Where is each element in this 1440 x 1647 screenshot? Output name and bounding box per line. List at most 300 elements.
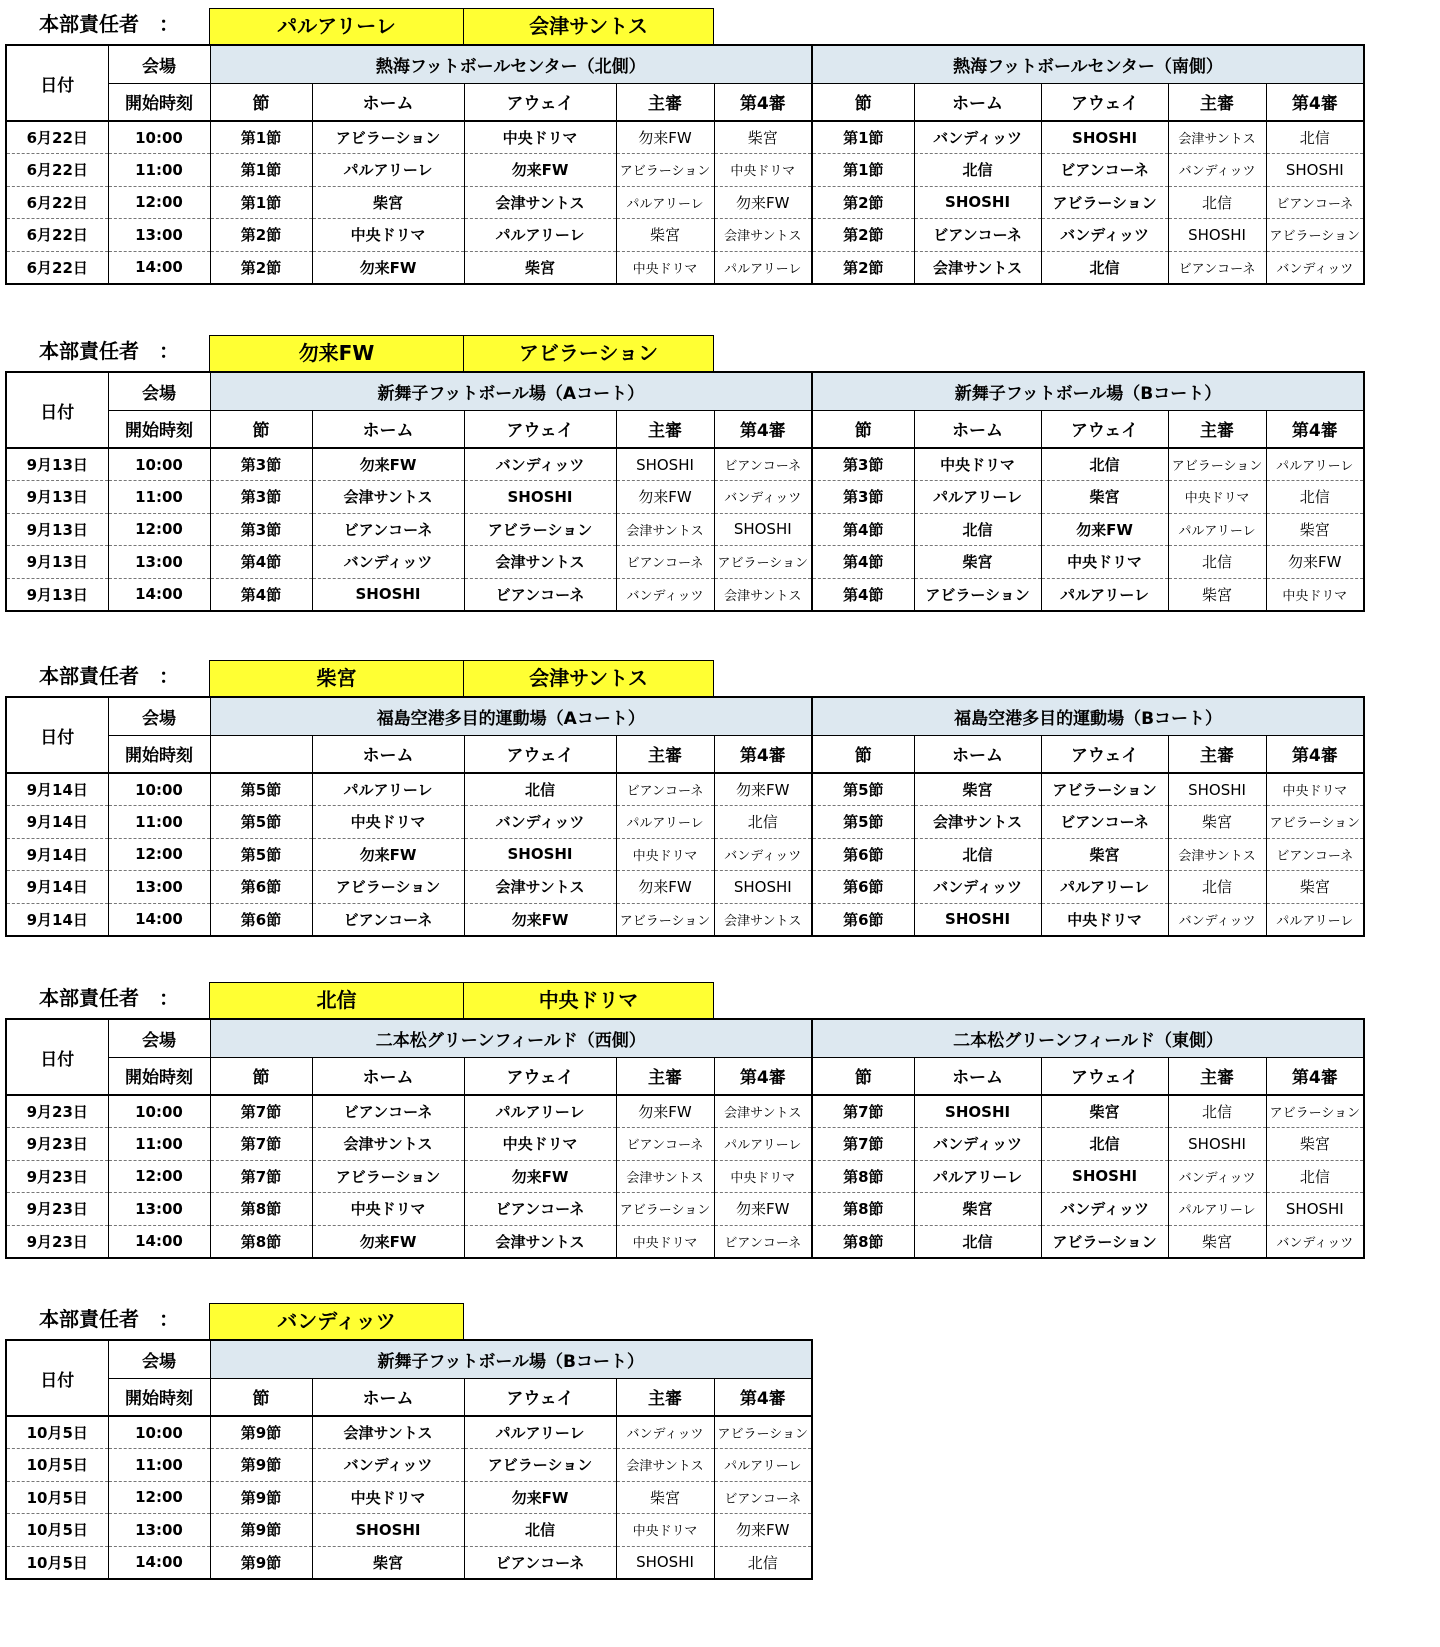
fourth-official-cell: ビアンコーネ xyxy=(1266,186,1364,219)
table-row xyxy=(6,121,1364,154)
responsible-row xyxy=(5,332,1363,371)
home-team-cell: 柴宮 xyxy=(914,546,1041,579)
schedule-table xyxy=(5,44,1365,285)
away-team-cell: 北信 xyxy=(1041,448,1168,481)
fourth-official-cell: 中央ドリマ xyxy=(1266,578,1364,611)
away-header: アウェイ xyxy=(1041,1057,1168,1095)
home-team-cell: アビラーション xyxy=(914,578,1041,611)
responsible-label: 本部責任者 ： xyxy=(39,664,179,688)
home-team-cell: SHOSHI xyxy=(914,903,1041,936)
away-team-cell: パルアリーレ xyxy=(464,219,616,252)
date-cell: 9月23日 xyxy=(6,1160,108,1193)
referee-cell: 会津サントス xyxy=(616,1449,714,1482)
away-team-cell: バンディッツ xyxy=(1041,219,1168,252)
referee-cell: バンディッツ xyxy=(1168,154,1266,187)
table-row xyxy=(6,546,1364,579)
table-row xyxy=(6,1449,812,1482)
home-team-cell: パルアリーレ xyxy=(312,154,464,187)
table-row xyxy=(6,219,1364,252)
away-header: アウェイ xyxy=(464,410,616,448)
away-team-cell: 北信 xyxy=(464,773,616,806)
responsible-team: 会津サントス xyxy=(463,8,714,44)
fourth-official-cell: パルアリーレ xyxy=(714,1449,812,1482)
section-cell: 第8節 xyxy=(210,1225,312,1258)
referee-cell: 柴宮 xyxy=(616,219,714,252)
fourth-official-header: 第4審 xyxy=(1266,410,1364,448)
away-header: アウェイ xyxy=(1041,735,1168,773)
home-team-cell: 中央ドリマ xyxy=(914,448,1041,481)
table-row xyxy=(6,1546,812,1579)
responsible-team: アビラーション xyxy=(463,335,714,371)
home-team-cell: 勿来FW xyxy=(312,448,464,481)
venue-label: 会場 xyxy=(108,697,210,735)
fourth-official-cell: 柴宮 xyxy=(1266,513,1364,546)
referee-cell: 会津サントス xyxy=(616,1160,714,1193)
section-cell: 第8節 xyxy=(812,1193,914,1226)
fourth-official-cell: アビラーション xyxy=(1266,806,1364,839)
fourth-official-cell: アビラーション xyxy=(1266,1095,1364,1128)
fourth-official-cell: パルアリーレ xyxy=(1266,903,1364,936)
schedule-block xyxy=(5,657,1365,937)
section-cell: 第2節 xyxy=(812,219,914,252)
venue-name: 新舞子フットボール場（Bコート） xyxy=(812,372,1364,410)
section-cell: 第7節 xyxy=(210,1128,312,1161)
venue-header-row xyxy=(6,697,1364,735)
start-time-header: 開始時刻 xyxy=(108,735,210,773)
away-team-cell: ビアンコーネ xyxy=(1041,806,1168,839)
section-cell: 第3節 xyxy=(210,481,312,514)
referee-cell: アビラーション xyxy=(616,903,714,936)
fourth-official-cell: 中央ドリマ xyxy=(714,1160,812,1193)
schedule-block xyxy=(5,332,1365,612)
section-cell: 第2節 xyxy=(210,219,312,252)
date-cell: 10月5日 xyxy=(6,1481,108,1514)
date-cell: 9月14日 xyxy=(6,773,108,806)
referee-cell: アビラーション xyxy=(616,154,714,187)
date-header: 日付 xyxy=(6,45,108,121)
date-cell: 9月23日 xyxy=(6,1095,108,1128)
section-cell: 第4節 xyxy=(210,578,312,611)
fourth-official-cell: SHOSHI xyxy=(714,513,812,546)
section-cell: 第3節 xyxy=(812,448,914,481)
time-cell: 11:00 xyxy=(108,154,210,187)
referee-cell: ビアンコーネ xyxy=(616,546,714,579)
table-row xyxy=(6,1193,1364,1226)
referee-cell: 勿来FW xyxy=(616,121,714,154)
home-team-cell: 会津サントス xyxy=(914,251,1041,284)
time-cell: 12:00 xyxy=(108,1481,210,1514)
referee-header: 主審 xyxy=(1168,1057,1266,1095)
away-team-cell: 勿来FW xyxy=(464,903,616,936)
home-team-cell: 中央ドリマ xyxy=(312,806,464,839)
section-cell: 第6節 xyxy=(812,871,914,904)
time-cell: 14:00 xyxy=(108,1225,210,1258)
section-cell: 第7節 xyxy=(210,1160,312,1193)
section-header xyxy=(210,735,312,773)
venue-label: 会場 xyxy=(108,1019,210,1057)
referee-cell: 会津サントス xyxy=(1168,121,1266,154)
column-header-row xyxy=(6,410,1364,448)
referee-cell: 中央ドリマ xyxy=(616,838,714,871)
fourth-official-cell: 会津サントス xyxy=(714,578,812,611)
date-cell: 9月13日 xyxy=(6,546,108,579)
section-cell: 第1節 xyxy=(812,121,914,154)
away-team-cell: 勿来FW xyxy=(464,154,616,187)
date-cell: 9月13日 xyxy=(6,578,108,611)
responsible-row xyxy=(5,979,1363,1018)
date-cell: 9月23日 xyxy=(6,1128,108,1161)
home-team-cell: 柴宮 xyxy=(312,1546,464,1579)
venue-header-row xyxy=(6,372,1364,410)
referee-header: 主審 xyxy=(616,410,714,448)
away-team-cell: ビアンコーネ xyxy=(464,578,616,611)
fourth-official-header: 第4審 xyxy=(714,735,812,773)
referee-cell: ビアンコーネ xyxy=(616,773,714,806)
date-cell: 6月22日 xyxy=(6,219,108,252)
away-team-cell: 会津サントス xyxy=(464,871,616,904)
home-team-cell: 中央ドリマ xyxy=(312,219,464,252)
section-header: 節 xyxy=(812,83,914,121)
home-header: ホーム xyxy=(312,1057,464,1095)
home-team-cell: 北信 xyxy=(914,154,1041,187)
date-cell: 9月14日 xyxy=(6,871,108,904)
time-cell: 10:00 xyxy=(108,1095,210,1128)
date-cell: 9月13日 xyxy=(6,513,108,546)
schedule-table xyxy=(5,1339,813,1580)
home-team-cell: バンディッツ xyxy=(914,1128,1041,1161)
responsible-team: 会津サントス xyxy=(463,660,714,696)
start-time-header: 開始時刻 xyxy=(108,1378,210,1416)
section-cell: 第1節 xyxy=(210,186,312,219)
time-cell: 10:00 xyxy=(108,773,210,806)
away-header: アウェイ xyxy=(464,83,616,121)
time-cell: 14:00 xyxy=(108,578,210,611)
away-team-cell: SHOSHI xyxy=(1041,1160,1168,1193)
date-cell: 9月23日 xyxy=(6,1193,108,1226)
away-team-cell: 会津サントス xyxy=(464,186,616,219)
time-cell: 10:00 xyxy=(108,1416,210,1449)
section-header: 節 xyxy=(812,735,914,773)
section-cell: 第5節 xyxy=(812,773,914,806)
responsible-label: 本部責任者 ： xyxy=(39,12,179,36)
home-team-cell: SHOSHI xyxy=(914,186,1041,219)
home-header: ホーム xyxy=(312,410,464,448)
referee-cell: 会津サントス xyxy=(616,513,714,546)
responsible-team: 柴宮 xyxy=(209,660,464,696)
venue-header-row xyxy=(6,45,1364,83)
home-team-cell: 勿来FW xyxy=(312,1225,464,1258)
away-team-cell: アビラーション xyxy=(1041,1225,1168,1258)
date-header: 日付 xyxy=(6,372,108,448)
table-row xyxy=(6,513,1364,546)
section-cell: 第6節 xyxy=(812,903,914,936)
referee-cell: 勿来FW xyxy=(616,1095,714,1128)
time-cell: 14:00 xyxy=(108,1546,210,1579)
home-team-cell: ビアンコーネ xyxy=(914,219,1041,252)
referee-header: 主審 xyxy=(1168,83,1266,121)
date-cell: 10月5日 xyxy=(6,1416,108,1449)
time-cell: 10:00 xyxy=(108,121,210,154)
fourth-official-header: 第4審 xyxy=(714,1057,812,1095)
referee-cell: バンディッツ xyxy=(1168,1160,1266,1193)
date-cell: 10月5日 xyxy=(6,1514,108,1547)
referee-header: 主審 xyxy=(1168,410,1266,448)
away-team-cell: SHOSHI xyxy=(464,481,616,514)
referee-cell: パルアリーレ xyxy=(616,186,714,219)
fourth-official-cell: ビアンコーネ xyxy=(714,1481,812,1514)
fourth-official-cell: 北信 xyxy=(1266,1160,1364,1193)
referee-cell: パルアリーレ xyxy=(1168,513,1266,546)
away-team-cell: パルアリーレ xyxy=(1041,871,1168,904)
fourth-official-header: 第4審 xyxy=(1266,83,1364,121)
date-cell: 10月5日 xyxy=(6,1546,108,1579)
date-cell: 9月13日 xyxy=(6,448,108,481)
section-cell: 第9節 xyxy=(210,1514,312,1547)
away-team-cell: 中央ドリマ xyxy=(1041,903,1168,936)
home-team-cell: パルアリーレ xyxy=(914,481,1041,514)
section-cell: 第4節 xyxy=(812,546,914,579)
home-team-cell: 会津サントス xyxy=(312,1128,464,1161)
table-row xyxy=(6,1225,1364,1258)
home-team-cell: 柴宮 xyxy=(914,1193,1041,1226)
venue-name: 熱海フットボールセンター（北側） xyxy=(210,45,812,83)
referee-cell: パルアリーレ xyxy=(1168,1193,1266,1226)
home-team-cell: 柴宮 xyxy=(312,186,464,219)
start-time-header: 開始時刻 xyxy=(108,83,210,121)
table-row xyxy=(6,154,1364,187)
section-cell: 第8節 xyxy=(812,1225,914,1258)
away-team-cell: ビアンコーネ xyxy=(1041,154,1168,187)
table-row xyxy=(6,903,1364,936)
venue-label: 会場 xyxy=(108,45,210,83)
home-team-cell: ビアンコーネ xyxy=(312,1095,464,1128)
section-cell: 第8節 xyxy=(210,1193,312,1226)
section-cell: 第6節 xyxy=(210,903,312,936)
section-cell: 第9節 xyxy=(210,1449,312,1482)
responsible-label: 本部責任者 ： xyxy=(39,1307,179,1331)
away-team-cell: 北信 xyxy=(464,1514,616,1547)
table-row xyxy=(6,1514,812,1547)
home-team-cell: 中央ドリマ xyxy=(312,1481,464,1514)
away-team-cell: 勿来FW xyxy=(464,1481,616,1514)
fourth-official-cell: 北信 xyxy=(1266,121,1364,154)
section-cell: 第1節 xyxy=(812,154,914,187)
responsible-team: パルアリーレ xyxy=(209,8,464,44)
fourth-official-cell: バンディッツ xyxy=(1266,251,1364,284)
section-cell: 第4節 xyxy=(812,578,914,611)
start-time-header: 開始時刻 xyxy=(108,410,210,448)
referee-header: 主審 xyxy=(1168,735,1266,773)
away-header: アウェイ xyxy=(464,1378,616,1416)
home-team-cell: 北信 xyxy=(914,1225,1041,1258)
fourth-official-cell: SHOSHI xyxy=(1266,154,1364,187)
fourth-official-cell: 会津サントス xyxy=(714,1095,812,1128)
table-row xyxy=(6,1481,812,1514)
fourth-official-cell: SHOSHI xyxy=(714,871,812,904)
fourth-official-cell: ビアンコーネ xyxy=(714,448,812,481)
away-team-cell: 柴宮 xyxy=(1041,838,1168,871)
date-cell: 9月14日 xyxy=(6,903,108,936)
away-team-cell: 中央ドリマ xyxy=(464,1128,616,1161)
away-team-cell: アビラーション xyxy=(464,1449,616,1482)
fourth-official-cell: 勿来FW xyxy=(714,773,812,806)
table-row xyxy=(6,1128,1364,1161)
date-header: 日付 xyxy=(6,1340,108,1416)
section-cell: 第5節 xyxy=(210,838,312,871)
table-row xyxy=(6,578,1364,611)
home-team-cell: バンディッツ xyxy=(914,871,1041,904)
away-team-cell: ビアンコーネ xyxy=(464,1546,616,1579)
fourth-official-cell: アビラーション xyxy=(714,546,812,579)
fourth-official-cell: アビラーション xyxy=(714,1416,812,1449)
schedule-block xyxy=(5,979,1365,1259)
date-cell: 9月14日 xyxy=(6,838,108,871)
time-cell: 11:00 xyxy=(108,806,210,839)
time-cell: 11:00 xyxy=(108,1449,210,1482)
table-row xyxy=(6,871,1364,904)
away-team-cell: 中央ドリマ xyxy=(1041,546,1168,579)
referee-cell: 柴宮 xyxy=(1168,578,1266,611)
date-header: 日付 xyxy=(6,697,108,773)
time-cell: 12:00 xyxy=(108,1160,210,1193)
fourth-official-header: 第4審 xyxy=(1266,735,1364,773)
referee-cell: ビアンコーネ xyxy=(1168,251,1266,284)
fourth-official-cell: 北信 xyxy=(714,1546,812,1579)
home-team-cell: バンディッツ xyxy=(312,546,464,579)
fourth-official-cell: 中央ドリマ xyxy=(1266,773,1364,806)
schedule-table xyxy=(5,1018,1365,1259)
fourth-official-cell: 柴宮 xyxy=(714,121,812,154)
referee-cell: 中央ドリマ xyxy=(1168,481,1266,514)
responsible-team: バンディッツ xyxy=(209,1303,464,1339)
venue-name: 新舞子フットボール場（Aコート） xyxy=(210,372,812,410)
fourth-official-cell: 会津サントス xyxy=(714,903,812,936)
home-team-cell: 会津サントス xyxy=(312,1416,464,1449)
date-cell: 6月22日 xyxy=(6,186,108,219)
responsible-row xyxy=(5,1300,810,1339)
referee-cell: アビラーション xyxy=(1168,448,1266,481)
venue-label: 会場 xyxy=(108,372,210,410)
home-header: ホーム xyxy=(312,83,464,121)
fourth-official-header: 第4審 xyxy=(714,410,812,448)
home-header: ホーム xyxy=(914,735,1041,773)
time-cell: 12:00 xyxy=(108,513,210,546)
column-header-row xyxy=(6,1057,1364,1095)
home-team-cell: ビアンコーネ xyxy=(312,513,464,546)
home-team-cell: 会津サントス xyxy=(914,806,1041,839)
fourth-official-header: 第4審 xyxy=(1266,1057,1364,1095)
referee-cell: SHOSHI xyxy=(616,1546,714,1579)
time-cell: 10:00 xyxy=(108,448,210,481)
fourth-official-header: 第4審 xyxy=(714,1378,812,1416)
time-cell: 13:00 xyxy=(108,871,210,904)
home-team-cell: バンディッツ xyxy=(312,1449,464,1482)
time-cell: 14:00 xyxy=(108,251,210,284)
home-team-cell: SHOSHI xyxy=(312,1514,464,1547)
referee-cell: 中央ドリマ xyxy=(616,251,714,284)
time-cell: 12:00 xyxy=(108,186,210,219)
section-header: 節 xyxy=(812,1057,914,1095)
away-team-cell: バンディッツ xyxy=(1041,1193,1168,1226)
referee-header: 主審 xyxy=(616,1057,714,1095)
date-cell: 10月5日 xyxy=(6,1449,108,1482)
home-team-cell: SHOSHI xyxy=(312,578,464,611)
section-cell: 第4節 xyxy=(812,513,914,546)
away-team-cell: 北信 xyxy=(1041,1128,1168,1161)
fourth-official-cell: ビアンコーネ xyxy=(1266,838,1364,871)
responsible-team: 勿来FW xyxy=(209,335,464,371)
home-header: ホーム xyxy=(312,1378,464,1416)
schedule-block xyxy=(5,5,1365,285)
section-cell: 第9節 xyxy=(210,1546,312,1579)
referee-cell: ビアンコーネ xyxy=(616,1128,714,1161)
fourth-official-cell: 勿来FW xyxy=(1266,546,1364,579)
time-cell: 11:00 xyxy=(108,1128,210,1161)
referee-cell: 勿来FW xyxy=(616,871,714,904)
home-team-cell: 会津サントス xyxy=(312,481,464,514)
section-header: 節 xyxy=(210,410,312,448)
time-cell: 13:00 xyxy=(108,1193,210,1226)
venue-header-row xyxy=(6,1340,812,1378)
section-cell: 第3節 xyxy=(210,448,312,481)
column-header-row xyxy=(6,735,1364,773)
table-row xyxy=(6,448,1364,481)
away-team-cell: パルアリーレ xyxy=(1041,578,1168,611)
section-cell: 第5節 xyxy=(210,773,312,806)
away-team-cell: バンディッツ xyxy=(464,806,616,839)
home-team-cell: ビアンコーネ xyxy=(312,903,464,936)
section-cell: 第1節 xyxy=(210,154,312,187)
section-cell: 第7節 xyxy=(210,1095,312,1128)
start-time-header: 開始時刻 xyxy=(108,1057,210,1095)
responsible-label: 本部責任者 ： xyxy=(39,339,179,363)
fourth-official-cell: 勿来FW xyxy=(714,186,812,219)
home-team-cell: アビラーション xyxy=(312,871,464,904)
referee-cell: バンディッツ xyxy=(616,578,714,611)
home-team-cell: バンディッツ xyxy=(914,121,1041,154)
fourth-official-cell: バンディッツ xyxy=(1266,1225,1364,1258)
away-header: アウェイ xyxy=(1041,83,1168,121)
schedule-table xyxy=(5,371,1365,612)
table-row xyxy=(6,1416,812,1449)
away-team-cell: 勿来FW xyxy=(464,1160,616,1193)
home-team-cell: SHOSHI xyxy=(914,1095,1041,1128)
time-cell: 14:00 xyxy=(108,903,210,936)
section-header: 節 xyxy=(210,1057,312,1095)
section-cell: 第3節 xyxy=(812,481,914,514)
section-cell: 第2節 xyxy=(812,186,914,219)
home-team-cell: アビラーション xyxy=(312,1160,464,1193)
fourth-official-cell: 北信 xyxy=(1266,481,1364,514)
date-header: 日付 xyxy=(6,1019,108,1095)
fourth-official-cell: ビアンコーネ xyxy=(714,1225,812,1258)
schedule-table xyxy=(5,696,1365,937)
fourth-official-cell: 勿来FW xyxy=(714,1193,812,1226)
responsible-team: 北信 xyxy=(209,982,464,1018)
responsible-row xyxy=(5,5,1363,44)
home-team-cell: 北信 xyxy=(914,838,1041,871)
table-row xyxy=(6,838,1364,871)
fourth-official-cell: アビラーション xyxy=(1266,219,1364,252)
section-cell: 第5節 xyxy=(210,806,312,839)
section-cell: 第3節 xyxy=(210,513,312,546)
responsible-team: 中央ドリマ xyxy=(463,982,714,1018)
referee-cell: 北信 xyxy=(1168,871,1266,904)
section-cell: 第8節 xyxy=(812,1160,914,1193)
responsible-label: 本部責任者 ： xyxy=(39,986,179,1010)
away-team-cell: 会津サントス xyxy=(464,546,616,579)
away-team-cell: 勿来FW xyxy=(1041,513,1168,546)
